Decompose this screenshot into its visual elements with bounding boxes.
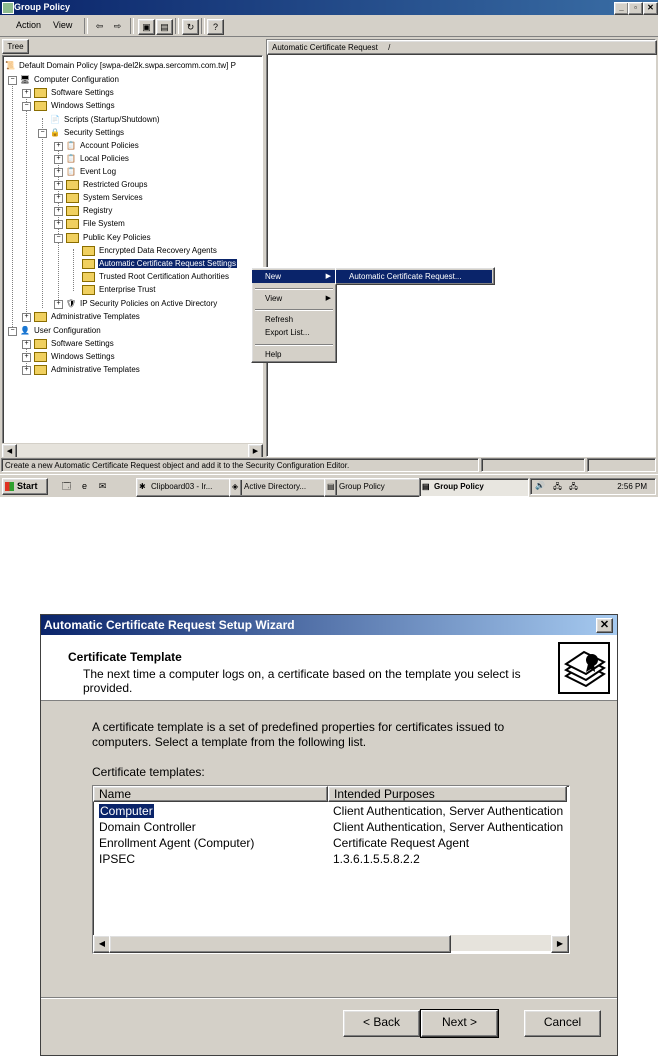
tree-horizontal-scrollbar[interactable] xyxy=(2,443,263,457)
window-title: Group Policy xyxy=(14,2,71,12)
menu-separator xyxy=(255,309,333,311)
expand-toggle[interactable]: + xyxy=(22,366,31,375)
list-header xyxy=(93,786,567,802)
row-name: Computer xyxy=(100,804,153,818)
clipboard-icon: ✱ xyxy=(139,482,146,491)
submenu-automatic-certificate-request[interactable]: Automatic Certificate Request... xyxy=(336,270,492,283)
outlook-icon[interactable]: ✉ xyxy=(98,481,107,491)
row-name: Enrollment Agent (Computer) xyxy=(99,836,255,850)
folder-icon xyxy=(34,312,47,322)
help-icon[interactable]: ? xyxy=(207,19,224,35)
collapse-toggle[interactable]: − xyxy=(22,102,31,111)
tree-node-registry[interactable]: Registry xyxy=(66,204,113,217)
expand-toggle[interactable]: + xyxy=(22,340,31,349)
expand-toggle[interactable]: + xyxy=(54,168,63,177)
wizard-title-bar xyxy=(41,615,617,635)
wizard-separator xyxy=(41,997,617,999)
desktop-icon[interactable]: 🗔 xyxy=(61,481,72,491)
expand-toggle[interactable]: + xyxy=(54,142,63,151)
group-policy-icon: ▤ xyxy=(327,482,335,491)
submenu-arrow-icon: ▶ xyxy=(325,273,331,280)
column-header-automatic-certificate-request[interactable]: Automatic Certificate Request / xyxy=(267,40,657,55)
column-header-name[interactable]: Name xyxy=(93,786,328,802)
tree-node-software-settings[interactable]: Software Settings xyxy=(34,86,115,99)
wizard-title: Automatic Certificate Request Setup Wizard xyxy=(44,618,295,632)
status-text: Create a new Automatic Certificate Request object and add it to the Security Configuration Editor. xyxy=(1,458,479,472)
row-name: Domain Controller xyxy=(99,820,196,834)
expand-toggle[interactable]: + xyxy=(54,300,63,309)
policy-icon: 📋 xyxy=(66,166,76,176)
expand-toggle[interactable]: + xyxy=(22,353,31,362)
row-purposes: Certificate Request Agent xyxy=(333,836,470,850)
certificate-stack-icon xyxy=(558,642,610,694)
toolbar-separator xyxy=(130,18,134,34)
tree-connector xyxy=(73,249,74,291)
maximize-button[interactable]: ▫ xyxy=(628,2,643,15)
table-row[interactable] xyxy=(93,819,567,835)
minimize-button[interactable]: _ xyxy=(614,2,629,15)
scroll-right-arrow-icon[interactable]: ▶ xyxy=(551,935,569,953)
list-horizontal-scrollbar[interactable] xyxy=(93,935,567,951)
ipsec-icon: 🛡 xyxy=(66,298,77,308)
back-arrow-icon[interactable]: ⇦ xyxy=(95,21,104,31)
expand-toggle[interactable]: + xyxy=(22,313,31,322)
certificate-templates-list[interactable] xyxy=(92,785,570,954)
folder-icon xyxy=(34,352,47,362)
status-panel xyxy=(481,458,585,472)
scroll-left-arrow-icon[interactable]: ◀ xyxy=(93,935,111,953)
context-menu-new[interactable]: New ▶ xyxy=(252,270,336,283)
folder-icon xyxy=(82,246,95,256)
scroll-right-arrow-icon[interactable]: ▶ xyxy=(248,444,263,459)
computer-icon: 🖥 xyxy=(20,74,31,84)
policy-icon: 📋 xyxy=(66,140,76,150)
certificate-templates-label: Certificate templates: xyxy=(92,765,205,779)
submenu-arrow-icon: ▶ xyxy=(325,295,331,302)
clock: 2:56 PM xyxy=(617,482,647,491)
tree-node-security-settings[interactable]: 🔒 Security Settings xyxy=(50,127,125,137)
toolbar-separator xyxy=(201,18,205,34)
tree-node-administrative-templates[interactable]: Administrative Templates xyxy=(34,310,141,323)
tree-node-windows-settings[interactable]: Windows Settings xyxy=(34,99,116,112)
tree-node-trusted-root-certification-authorities[interactable]: Trusted Root Certification Authorities xyxy=(82,270,230,283)
title-bar xyxy=(0,0,658,15)
table-row[interactable] xyxy=(93,835,567,851)
tree-node-local-policies[interactable]: 📋 Local Policies xyxy=(66,153,129,163)
row-purposes: Client Authentication, Server Authentication xyxy=(333,804,564,818)
context-menu-refresh[interactable]: Refresh xyxy=(265,315,294,324)
certificate-request-wizard xyxy=(40,614,618,1056)
tree-connector xyxy=(26,92,27,322)
context-menu-export-list[interactable]: Export List... xyxy=(265,328,310,337)
folder-icon xyxy=(82,259,95,269)
tree-node-user-software-settings[interactable]: Software Settings xyxy=(34,337,115,350)
group-policy-app-icon xyxy=(2,2,14,14)
sort-caret-icon: / xyxy=(388,43,391,52)
folder-icon xyxy=(34,339,47,349)
folder-icon xyxy=(34,365,47,375)
expand-toggle[interactable]: + xyxy=(54,194,63,203)
tree-node-default-domain-policy[interactable]: 📜 Default Domain Policy [swpa-del2k.swpa.sercomm.com.tw] P xyxy=(5,60,236,70)
row-purposes: 1.3.6.1.5.5.8.2.2 xyxy=(333,852,420,866)
folder-icon xyxy=(66,193,79,203)
scrollbar-thumb[interactable] xyxy=(109,935,451,953)
show-hide-tree-icon[interactable]: ▤ xyxy=(156,19,173,35)
system-tray xyxy=(530,478,656,495)
folder-icon xyxy=(66,180,79,190)
collapse-toggle[interactable]: − xyxy=(8,327,17,336)
cancel-button[interactable]: Cancel xyxy=(524,1010,601,1037)
expand-toggle[interactable]: + xyxy=(54,181,63,190)
task-active-directory[interactable]: ◈ Active Directory... xyxy=(229,478,337,497)
expand-toggle[interactable]: + xyxy=(54,220,63,229)
policy-icon: 📋 xyxy=(66,153,76,163)
group-policy-icon: ▤ xyxy=(422,482,430,491)
folder-icon xyxy=(34,88,47,98)
volume-icon[interactable]: 🔊 xyxy=(535,481,545,490)
task-group-policy-active[interactable]: ▤ Group Policy xyxy=(419,478,529,497)
expand-toggle[interactable]: + xyxy=(54,155,63,164)
taskbar xyxy=(0,474,658,497)
tree-node-restricted-groups[interactable]: Restricted Groups xyxy=(66,178,148,191)
tree-node-user-administrative-templates[interactable]: Administrative Templates xyxy=(34,363,141,376)
task-group-policy[interactable]: ▤ Group Policy xyxy=(324,478,432,497)
scroll-left-arrow-icon[interactable]: ◀ xyxy=(2,444,17,459)
wizard-header xyxy=(41,635,617,701)
status-bar xyxy=(0,457,658,473)
tree-node-automatic-certificate-request-settings[interactable]: Automatic Certificate Request Settings xyxy=(82,257,237,270)
start-button[interactable]: Start xyxy=(2,478,48,495)
user-icon: 👤 xyxy=(20,325,30,335)
tree-node-file-system[interactable]: File System xyxy=(66,217,126,230)
context-menu-view[interactable]: View ▶ xyxy=(265,294,331,303)
folder-icon xyxy=(66,219,79,229)
policy-icon: 📜 xyxy=(5,60,15,70)
collapse-toggle[interactable]: − xyxy=(54,234,63,243)
menu-view[interactable]: View xyxy=(53,20,73,30)
row-name: IPSEC xyxy=(99,852,136,866)
status-panel xyxy=(587,458,656,472)
wizard-header-subtitle: The next time a computer logs on, a certificate based on the template you select is provided. xyxy=(83,667,521,695)
menu-action[interactable]: Action xyxy=(16,20,42,30)
task-clipboard[interactable]: ✱ Clipboard03 - Ir... xyxy=(136,478,242,497)
tree-node-user-configuration[interactable]: 👤 User Configuration xyxy=(20,325,101,335)
wizard-description: A certificate template is a set of predefined properties for certificates issued to computers. Select a template from the following list. xyxy=(92,720,505,749)
column-header-intended-purposes[interactable]: Intended Purposes xyxy=(328,786,567,802)
collapse-toggle[interactable]: − xyxy=(8,76,17,85)
expand-toggle[interactable]: + xyxy=(54,207,63,216)
tree-node-computer-configuration[interactable]: 🖥 Computer Configuration xyxy=(20,74,119,84)
menu-separator xyxy=(255,344,333,346)
next-button[interactable]: Next > xyxy=(421,1010,498,1037)
tree-pane xyxy=(2,55,263,445)
back-button[interactable]: < Back xyxy=(343,1010,420,1037)
network-icon[interactable]: 🖧 xyxy=(569,482,578,491)
menu-toolbar xyxy=(0,15,658,37)
tree-node-system-services[interactable]: System Services xyxy=(66,191,144,204)
forward-arrow-icon[interactable]: ⇨ xyxy=(113,21,122,31)
group-policy-window xyxy=(0,0,658,497)
folder-icon xyxy=(82,285,95,295)
details-pane xyxy=(266,39,656,457)
context-menu xyxy=(251,267,337,363)
network-icon[interactable]: 🖧 xyxy=(553,482,562,491)
tree-node-public-key-policies[interactable]: Public Key Policies xyxy=(66,231,152,244)
wizard-close-button[interactable]: ✕ xyxy=(596,618,613,633)
table-row[interactable] xyxy=(93,803,567,819)
folder-icon xyxy=(82,272,95,282)
toolbar-separator xyxy=(84,18,88,34)
internet-explorer-icon[interactable]: e xyxy=(81,481,87,491)
tree-node-account-policies[interactable]: 📋 Account Policies xyxy=(66,140,139,150)
close-button[interactable]: ✕ xyxy=(643,2,658,15)
active-directory-icon: ◈ xyxy=(232,482,239,491)
context-menu-help[interactable]: Help xyxy=(265,350,282,359)
row-purposes: Client Authentication, Server Authentication xyxy=(333,820,564,834)
collapse-toggle[interactable]: − xyxy=(38,129,47,138)
folder-icon xyxy=(34,101,47,111)
tree-node-enterprise-trust[interactable]: Enterprise Trust xyxy=(82,283,156,296)
toolbar-separator xyxy=(175,18,179,34)
tree-node-scripts[interactable]: 📄 Scripts (Startup/Shutdown) xyxy=(50,114,160,124)
folder-icon xyxy=(66,206,79,216)
tree-connector xyxy=(12,79,13,329)
up-folder-icon[interactable]: ▣ xyxy=(138,19,155,35)
script-icon: 📄 xyxy=(50,114,60,124)
tree-connector xyxy=(42,118,43,308)
wizard-header-title: Certificate Template xyxy=(68,650,182,664)
menu-separator xyxy=(255,288,333,290)
tree-node-ip-security-policies[interactable]: 🛡 IP Security Policies on Active Directory xyxy=(66,298,218,308)
tree-node-encrypted-data-recovery-agents[interactable]: Encrypted Data Recovery Agents xyxy=(82,244,218,257)
security-icon: 🔒 xyxy=(50,127,60,137)
context-submenu xyxy=(335,267,495,285)
tab-tree[interactable]: Tree xyxy=(2,39,29,54)
tree-node-event-log[interactable]: 📋 Event Log xyxy=(66,166,117,176)
table-row[interactable] xyxy=(93,851,567,867)
windows-flag-icon xyxy=(5,482,14,491)
folder-icon xyxy=(66,233,79,243)
refresh-icon[interactable]: ↻ xyxy=(182,19,199,35)
expand-toggle[interactable]: + xyxy=(22,89,31,98)
tree-node-user-windows-settings[interactable]: Windows Settings xyxy=(34,350,116,363)
